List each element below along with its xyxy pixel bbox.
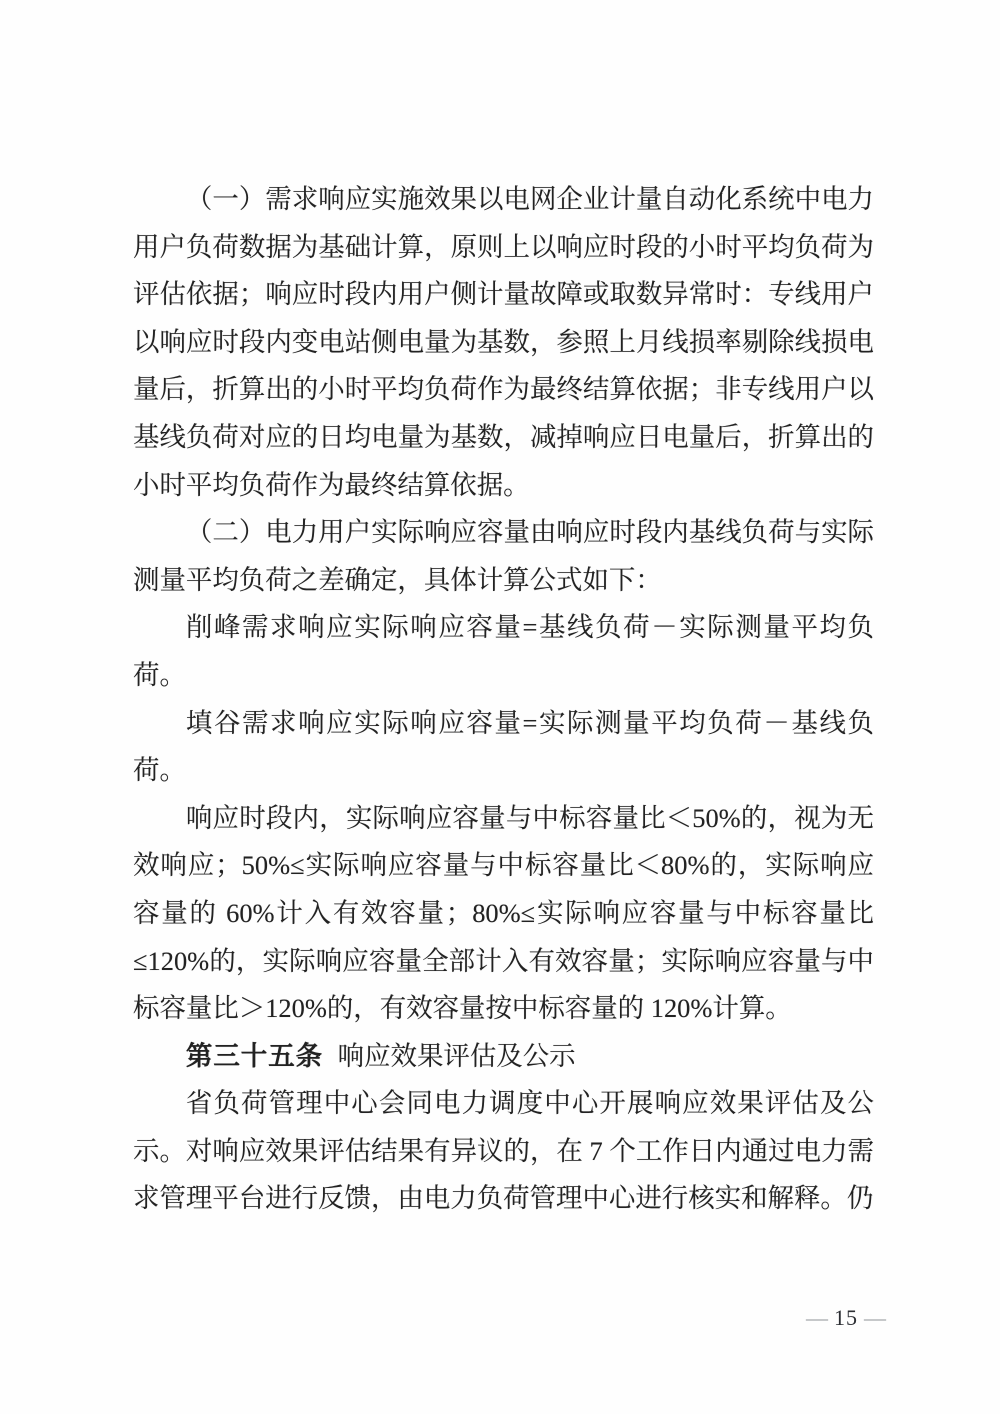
footer-dash-left: — [806, 1306, 828, 1329]
page-footer [806, 1302, 886, 1334]
paragraph-effective-capacity-rules: 响应时段内，实际响应容量与中标容量比＜50%的，视为无效响应；50%≤实际响应容量与中标容量比＜80%的，实际响应容量的 60%计入有效容量；80%≤实际响应容量与中标容量比≤120%的，实际响应容量全部计入有效容量；实际响应容量与中标容量比＞120%的，有效容量按中标容量的 120%计算。 [133, 802, 874, 1024]
paragraph-formula-valley-filling: 填谷需求响应实际响应容量=实际测量平均负荷－基线负荷。 [133, 707, 874, 786]
article-title: 响应效果评估及公示 [337, 1040, 576, 1071]
article-heading [133, 1033, 874, 1081]
paragraph-item-2: （二）电力用户实际响应容量由响应时段内基线负荷与实际测量平均负荷之差确定，具体计算公式如下： [133, 517, 874, 595]
paragraph-item-1: （一）需求响应实施效果以电网企业计量自动化系统中电力用户负荷数据为基础计算，原则上以响应时段的小时平均负荷为评估依据；响应时段内用户侧计量故障或取数异常时：专线用户以响应时段内变电站侧电量为基数，参照上月线损率剔除线损电量后，折算出的小时平均负荷作为最终结算依据；非专线用户以基线负荷对应的日均电量为基数，减掉响应日电量后，折算出的小时平均负荷作为最终结算依据。 [133, 184, 874, 500]
document-text-block [133, 176, 874, 1223]
paragraph-formula-peak-shaving: 削峰需求响应实际响应容量=基线负荷－实际测量平均负荷。 [133, 612, 874, 690]
paragraph-evaluation-publicity: 省负荷管理中心会同电力调度中心开展响应效果评估及公示。对响应效果评估结果有异议的，在 7 个工作日内通过电力需求管理平台进行反馈，由电力负荷管理中心进行核实和解释。仍 [133, 1088, 874, 1214]
page-number: 15 [834, 1305, 858, 1330]
article-number: 第三十五条 [185, 1040, 324, 1071]
footer-dash-right: — [864, 1306, 886, 1329]
